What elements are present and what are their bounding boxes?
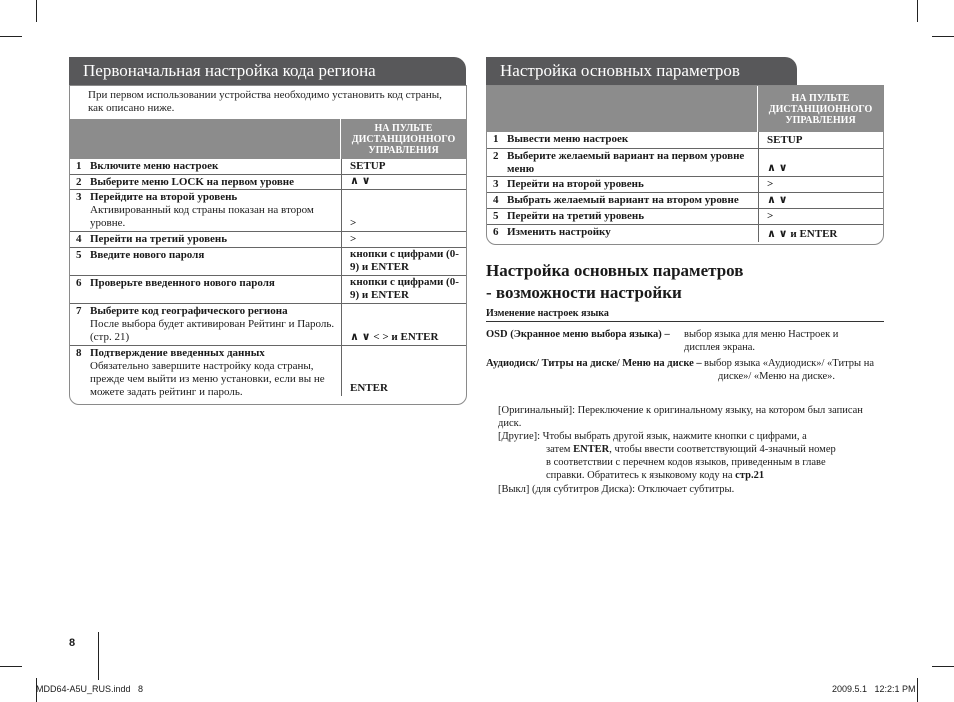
step-number: 8 bbox=[76, 347, 82, 359]
remote-key-cell: кнопки с цифрами (0-9) и ENTER bbox=[341, 248, 466, 275]
remote-key-cell: > bbox=[758, 209, 883, 224]
page-number: 8 bbox=[69, 637, 76, 649]
table-row bbox=[70, 232, 466, 248]
step-detail: После выбора будет активирован Рейтинг и Пароль.(стр. 21) bbox=[90, 318, 335, 343]
step-text: Выберите код географического региона bbox=[90, 305, 288, 317]
step-cell bbox=[487, 225, 758, 242]
crop-mark bbox=[917, 0, 918, 22]
crop-mark bbox=[917, 678, 918, 702]
step-text: Проверьте введенного нового пароля bbox=[90, 277, 275, 289]
step-detail: Активированный код страны показан на втором уровне. bbox=[90, 204, 314, 229]
enter-key-text: ENTER bbox=[573, 444, 610, 455]
other-text: , чтобы ввести соответствующий 4-значный номер bbox=[609, 444, 836, 455]
step-cell bbox=[70, 159, 341, 174]
step-number: 4 bbox=[493, 194, 499, 206]
step-cell bbox=[70, 276, 341, 303]
table-row bbox=[70, 304, 466, 346]
left-section-title: Первоначальная настройка кода региона bbox=[69, 57, 466, 85]
left-panel bbox=[69, 85, 467, 405]
other-line-3: в соответствии с перечнем кодов языков, приведенным в главе bbox=[546, 457, 826, 468]
settings-options-title bbox=[486, 260, 743, 304]
right-section-title: Настройка основных параметров bbox=[486, 57, 797, 85]
other-line-2 bbox=[498, 443, 888, 456]
step-text: Выбрать желаемый вариант на втором уровне bbox=[507, 194, 739, 206]
other-line-4 bbox=[498, 469, 888, 482]
remote-key-cell: ∧ ∨ и ENTER bbox=[758, 225, 883, 242]
remote-column-header: НА ПУЛЬТЕ ДИСТАНЦИОННОГО УПРАВЛЕНИЯ bbox=[340, 119, 466, 159]
table-row bbox=[70, 276, 466, 304]
right-table-header bbox=[487, 86, 883, 132]
footer-file: MDD64-A5U_RUS.indd 8 bbox=[36, 684, 144, 694]
right-steps-table bbox=[487, 132, 883, 242]
step-text: Выберите желаемый вариант на первом уровне меню bbox=[507, 150, 745, 175]
osd-label: OSD (Экранное меню выбора языка) bbox=[486, 329, 662, 340]
table-row bbox=[70, 159, 466, 175]
remote-key-cell: > bbox=[341, 190, 466, 231]
other-text: справки. Обратитесь к языковому коду на bbox=[546, 470, 736, 481]
step-number: 5 bbox=[493, 210, 499, 222]
remote-column-header: НА ПУЛЬТЕ ДИСТАНЦИОННОГО УПРАВЛЕНИЯ bbox=[757, 86, 883, 132]
title-line-1: Настройка основных параметров bbox=[486, 261, 744, 280]
other-text: затем bbox=[546, 444, 574, 455]
remote-key-cell: кнопки с цифрами (0-9) и ENTER bbox=[341, 276, 466, 303]
crop-mark bbox=[0, 36, 22, 37]
other-line-1: [Другие]: Чтобы выбрать другой язык, нажмите кнопки с цифрами, а bbox=[498, 431, 807, 442]
step-number: 4 bbox=[76, 233, 82, 245]
audio-label: Аудиодиск/ Титры на диске/ Меню на диске – bbox=[486, 358, 702, 369]
remote-key-cell: SETUP bbox=[758, 132, 883, 148]
table-row bbox=[487, 193, 883, 209]
table-row bbox=[487, 209, 883, 225]
step-cell bbox=[487, 209, 758, 224]
page-ref: стр.21 bbox=[735, 470, 765, 481]
crop-mark bbox=[36, 0, 37, 22]
left-steps-table bbox=[70, 159, 466, 396]
option-other bbox=[498, 430, 888, 482]
crop-mark bbox=[932, 666, 954, 667]
table-row bbox=[70, 346, 466, 396]
step-number: 6 bbox=[493, 226, 499, 238]
step-cell bbox=[70, 190, 341, 231]
right-panel bbox=[486, 85, 884, 245]
remote-key-cell: ∧ ∨ bbox=[341, 175, 466, 189]
footer-date: 2009.5.1 12:2:1 PM bbox=[832, 684, 916, 694]
language-subheading: Изменение настроек языка bbox=[486, 308, 609, 319]
left-intro: При первом использовании устройства необходимо установить код страны, как описано ниже. bbox=[88, 89, 442, 114]
step-number: 7 bbox=[76, 305, 82, 317]
table-row bbox=[70, 190, 466, 232]
crop-mark bbox=[0, 666, 22, 667]
step-cell bbox=[487, 132, 758, 148]
option-original: [Оригинальный]: Переключение к оригинальному языку, на котором был записан диск. bbox=[498, 405, 863, 429]
table-row bbox=[487, 149, 883, 177]
table-row bbox=[70, 248, 466, 276]
remote-key-cell: SETUP bbox=[341, 159, 466, 174]
option-off: [Выкл] (для субтитров Диска): Отключает субтитры. bbox=[498, 484, 735, 495]
table-row bbox=[487, 132, 883, 149]
remote-key-cell: > bbox=[341, 232, 466, 247]
margin-rule bbox=[98, 632, 99, 680]
step-text: Включите меню настроек bbox=[90, 160, 219, 172]
remote-key-cell: ∧ ∨ bbox=[758, 149, 883, 176]
step-cell bbox=[70, 304, 341, 345]
step-detail: Обязательно завершите настройку кода страны, прежде чем выйти из меню установки, если вы не можете задать рейтинг и пароль. bbox=[90, 360, 325, 398]
step-cell bbox=[70, 175, 341, 189]
step-text: Изменить настройку bbox=[507, 226, 611, 238]
step-number: 1 bbox=[493, 133, 499, 145]
step-text: Вывести меню настроек bbox=[507, 133, 629, 145]
step-number: 5 bbox=[76, 249, 82, 261]
step-text: Подтверждение введенных данных bbox=[90, 347, 265, 359]
step-cell bbox=[487, 177, 758, 192]
table-row bbox=[487, 177, 883, 193]
step-number: 2 bbox=[76, 176, 82, 188]
crop-mark bbox=[932, 36, 954, 37]
step-number: 1 bbox=[76, 160, 82, 172]
step-number: 3 bbox=[493, 178, 499, 190]
left-table-header bbox=[70, 119, 466, 159]
step-cell bbox=[70, 248, 341, 275]
step-cell bbox=[487, 149, 758, 176]
step-text: Введите нового пароля bbox=[90, 249, 205, 261]
step-number: 2 bbox=[493, 150, 499, 162]
step-number: 3 bbox=[76, 191, 82, 203]
step-cell bbox=[70, 232, 341, 247]
remote-key-cell: ∧ ∨ bbox=[758, 193, 883, 208]
remote-key-cell: ∧ ∨ < > и ENTER bbox=[341, 304, 466, 345]
step-text: Перейти на второй уровень bbox=[507, 178, 644, 190]
step-text: Перейдите на второй уровень bbox=[90, 191, 238, 203]
remote-key-cell: ENTER bbox=[341, 346, 466, 396]
step-number: 6 bbox=[76, 277, 82, 289]
step-text: Выберите меню LOCK на первом уровне bbox=[90, 176, 294, 188]
step-cell bbox=[487, 193, 758, 208]
divider bbox=[486, 321, 884, 322]
remote-key-cell: > bbox=[758, 177, 883, 192]
title-line-2: - возможности настройки bbox=[486, 283, 682, 302]
table-row bbox=[70, 175, 466, 190]
step-cell bbox=[70, 346, 341, 396]
osd-dash: – bbox=[664, 329, 670, 340]
osd-description: выбор языка для меню Настроек и дисплея экрана. bbox=[684, 329, 839, 353]
step-text: Перейти на третий уровень bbox=[507, 210, 645, 222]
table-row bbox=[487, 225, 883, 242]
audio-description: выбор языка «Аудиодиск»/ «Титры на диске»/ «Меню на диске». bbox=[704, 358, 875, 382]
step-text: Перейти на третий уровень bbox=[90, 233, 228, 245]
